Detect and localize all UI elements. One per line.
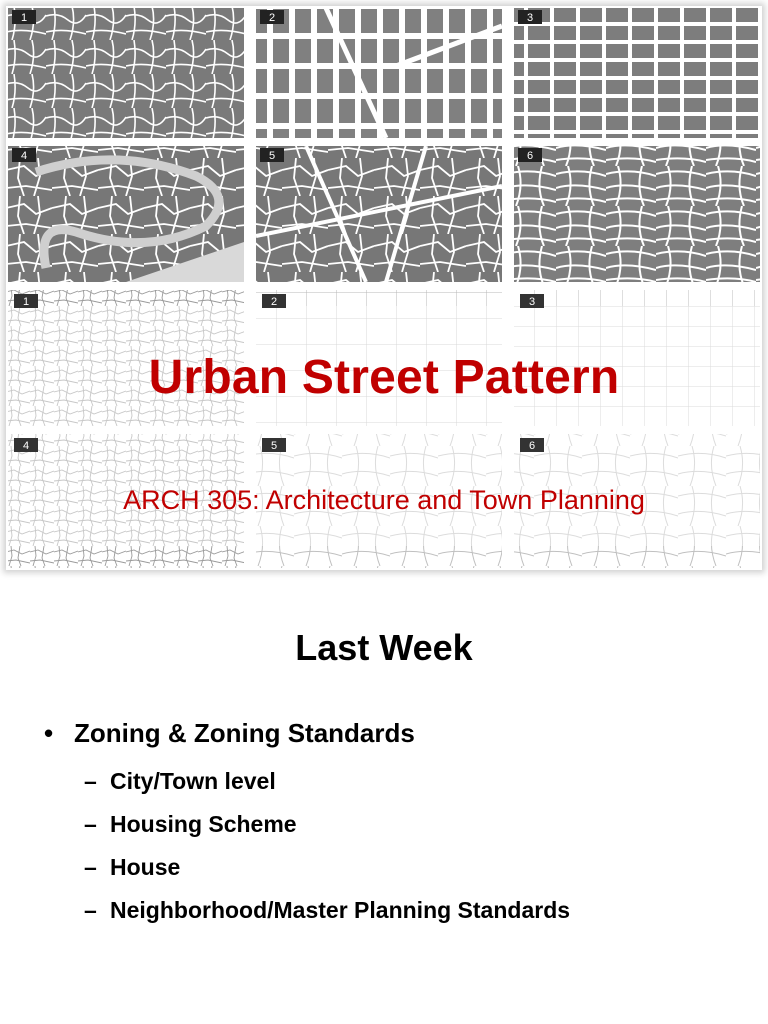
sub-bullet-text: House: [110, 854, 181, 880]
panel-number: 1: [22, 296, 30, 308]
panel-number: 2: [268, 12, 276, 24]
panel-number: 6: [526, 150, 534, 162]
panel-number: 2: [270, 296, 278, 308]
slide-title: Urban Street Pattern: [148, 351, 620, 404]
sub-bullet-item: [84, 850, 570, 893]
panel-number: 4: [22, 440, 30, 452]
panel-number: 1: [20, 12, 28, 24]
slide-subtitle: ARCH 305: Architecture and Town Planning: [123, 485, 645, 515]
panel-number: 3: [526, 12, 534, 24]
dash-symbol: –: [84, 811, 97, 837]
panel-number: 6: [528, 440, 536, 452]
sub-bullet-item: [84, 807, 570, 850]
dash-symbol: –: [84, 768, 97, 794]
map-panel-1: [8, 8, 244, 138]
slide-heading: Last Week: [295, 627, 473, 668]
panel-number: 5: [268, 150, 276, 162]
map-panel-5: [256, 146, 502, 282]
sub-bullet-text: Housing Scheme: [110, 811, 297, 837]
sub-bullet-item: [84, 764, 570, 807]
bullet-text: Zoning & Zoning Standards: [74, 718, 415, 748]
panel-number: 4: [20, 150, 28, 162]
bullet-item: [44, 716, 415, 750]
panel-number: 5: [270, 440, 278, 452]
panel-number: 3: [528, 296, 536, 308]
dash-symbol: –: [84, 897, 97, 923]
sub-bullet-item: [84, 893, 570, 936]
map-panel-6: [514, 146, 760, 282]
map-panel-3: [514, 8, 760, 138]
sub-bullet-text: Neighborhood/Master Planning Standards: [110, 897, 571, 923]
sub-bullet-text: City/Town level: [110, 768, 276, 794]
dash-symbol: –: [84, 854, 97, 880]
bullet-symbol: •: [44, 718, 54, 748]
sub-bullet-list: [84, 764, 570, 936]
content-slide: [0, 596, 768, 1024]
